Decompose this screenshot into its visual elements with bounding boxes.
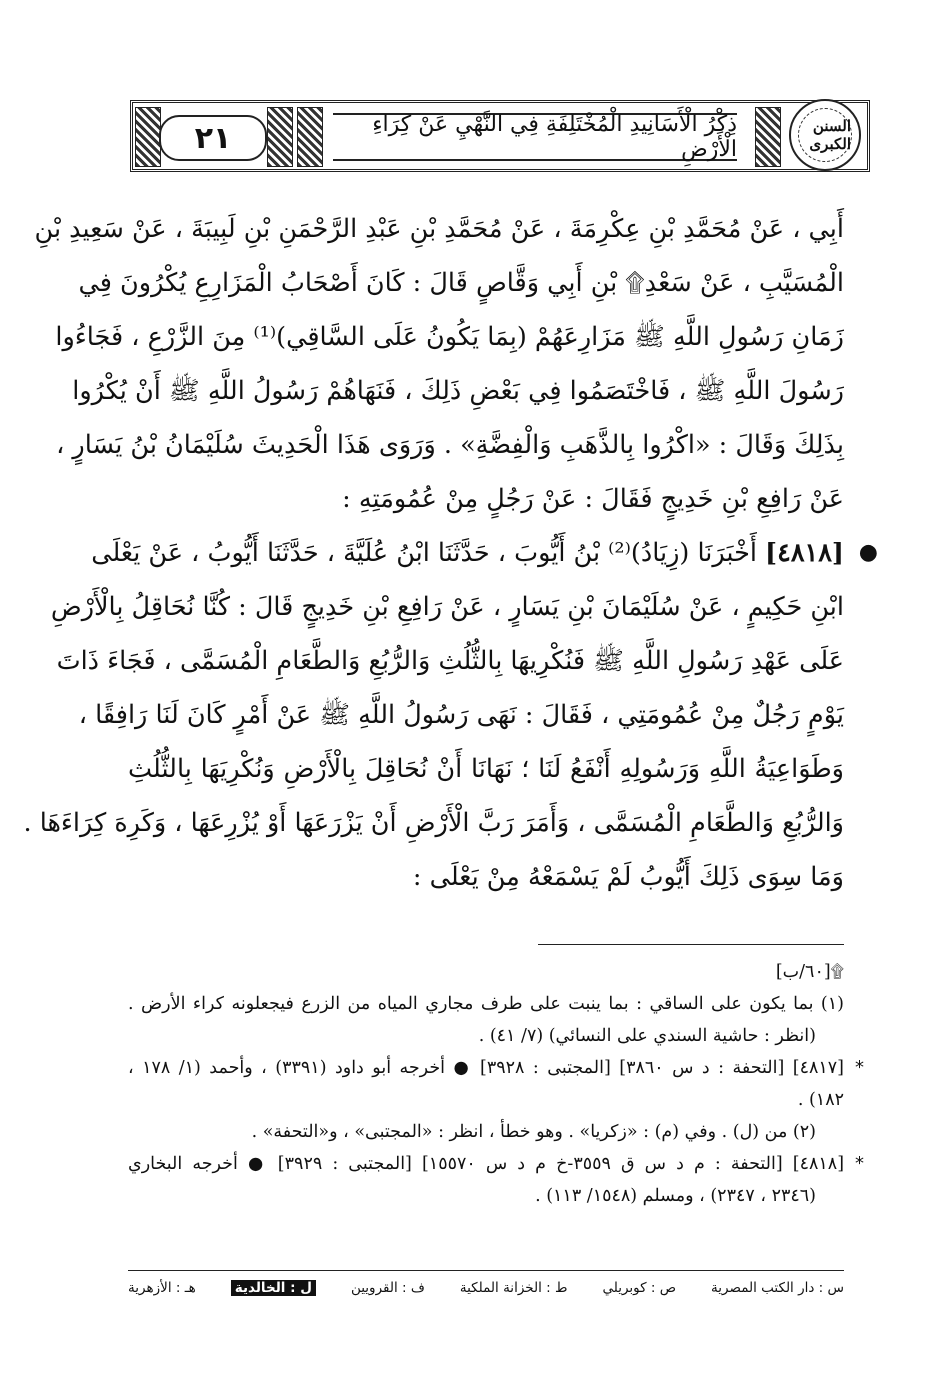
bullet-icon: ● bbox=[858, 540, 878, 565]
legend-item: ص : كوبريلي bbox=[602, 1280, 677, 1296]
legend-item: ط : الخزانة الملكية bbox=[459, 1280, 568, 1296]
page-number: ٢١ bbox=[159, 115, 267, 161]
text-line: زَمَانِ رَسُولِ اللَّهِ ﷺ مَزَارِعَهُمْ (بِمَا يَكُونُ عَلَى السَّاقِي)⁽¹⁾ مِنَ الزَّرْعِ ، فَجَاءُوا bbox=[55, 322, 844, 352]
right-ornament-icon bbox=[755, 107, 781, 167]
left-inner-ornament-icon-2 bbox=[297, 107, 323, 167]
footnote-2: (٢) من (ل) . وفي (م) : «زكريا» . وهو خطأ ، انظر : «المجتبى» ، و«التحفة» . bbox=[251, 1122, 816, 1142]
book-emblem-text: السنن الكبرى bbox=[798, 108, 852, 162]
footnote-1-cont: (انظر : حاشية السندي على النسائي) (٧/ ٤١) . bbox=[478, 1026, 816, 1046]
book-emblem-icon bbox=[789, 99, 861, 171]
legend-item: ف : القرويين bbox=[350, 1280, 425, 1296]
text-line: أَخْبَرَنَا (زِيَادُ)⁽²⁾ بْنُ أَيُّوبَ ، حَدَّثَنَا ابْنُ عُلَيَّةَ ، حَدَّثَنَا أَيُّوبُ ، عَنْ يَعْلَى bbox=[91, 538, 757, 568]
text-line: وَمَا سِوَى ذَلِكَ أَيُّوبُ لَمْ يَسْمَعْهُ مِنْ يَعْلَى : bbox=[412, 862, 844, 892]
chapter-title: ذِكْرُ الْأَسَانِيدِ الْمُخْتَلِفَةِ فِي النَّهْيِ عَنْ كِرَاءِ الْأَرْضِ bbox=[333, 113, 737, 161]
ref-4817 bbox=[128, 1052, 864, 1084]
left-ornament-icon bbox=[135, 107, 161, 167]
text-line: بِذَلِكَ وَقَالَ : «اكْرُوا بِالذَّهَبِ وَالْفِضَّةِ» . وَرَوَى هَذَا الْحَدِيثَ سُلَيْمَانُ بْنُ يَسَارٍ ، bbox=[56, 430, 844, 460]
text-line: ابْنِ حَكِيمٍ ، عَنْ سُلَيْمَانَ بْنِ يَسَارٍ ، عَنْ رَافِعِ بْنِ خَدِيجٍ قَالَ : كُنَّا نُحَاقِلُ بِالْأَرْضِ bbox=[50, 592, 844, 622]
footnotes bbox=[128, 956, 864, 1212]
text-line: أَبِي ، عَنْ مُحَمَّدِ بْنِ عِكْرِمَةَ ، عَنْ مُحَمَّدِ بْنِ عَبْدِ الرَّحْمَنِ بْنِ لَبِيبَةَ ، عَنْ سَعِيدِ بْنِ bbox=[34, 214, 844, 244]
folio-marker: ۩[٦٠/ب] bbox=[775, 962, 844, 982]
ref-4817-cont: ١٨٢) . bbox=[797, 1090, 844, 1110]
manuscript-legend bbox=[128, 1280, 844, 1296]
footnote-divider bbox=[538, 944, 844, 945]
ref-4818 bbox=[128, 1148, 864, 1180]
ref-4817-text: [٤٨١٧] [التحفة : د س ٣٨٦٠] [المجتبى : ٣٩٢٨] ● أخرجه أبو داود (٣٣٩١) ، وأحمد (١/ ١٧٨ ، bbox=[128, 1058, 844, 1078]
text-line: يَوْمٍ رَجُلٌ مِنْ عُمُومَتِي ، فَقَالَ : نَهَى رَسُولُ اللَّهِ ﷺ عَنْ أَمْرٍ كَانَ لَنَا رَافِقًا ، bbox=[78, 700, 844, 730]
legend-divider bbox=[128, 1270, 844, 1271]
main-text bbox=[23, 202, 878, 904]
legend-item-highlight: ل : الخالدية bbox=[231, 1280, 316, 1296]
star-icon: * bbox=[855, 1153, 864, 1174]
text-line: عَنْ رَافِعِ بْنِ خَدِيجٍ فَقَالَ : عَنْ رَجُلٍ مِنْ عُمُومَتِهِ : bbox=[342, 484, 844, 514]
text-line: الْمُسَيَّبِ ، عَنْ سَعْدِ۩ بْنِ أَبِي وَقَّاصٍ قَالَ : كَانَ أَصْحَابُ الْمَزَارِعِ يُكْرُونَ فِي bbox=[78, 268, 844, 298]
text-line: عَلَى عَهْدِ رَسُولِ اللَّهِ ﷺ فَنُكْرِيهَا بِالثُّلُثِ وَالرُّبُعِ وَالطَّعَامِ الْمُسَمَّى ، فَجَاءَ ذَاتَ bbox=[56, 646, 844, 676]
text-line: وَالرُّبُعِ وَالطَّعَامِ الْمُسَمَّى ، وَأَمَرَ رَبَّ الْأَرْضِ أَنْ يَزْرَعَهَا أَوْ يُزْرِعَهَا ، وَكَرِهَ كِرَاءَهَا . bbox=[23, 808, 844, 838]
ref-4818-cont: (٢٣٤٦ ، ٢٣٤٧) ، ومسلم (١٥٤٨/ ١١٣) . bbox=[535, 1186, 816, 1206]
text-line: وَطَوَاعِيَةُ اللَّهِ وَرَسُولِهِ أَنْفَعُ لَنَا ؛ نَهَانَا أَنْ نُحَاقِلَ بِالْأَرْضِ وَنُكْرِيَهَا بِالثُّلُثِ bbox=[128, 754, 844, 784]
text-line: رَسُولَ اللَّهِ ﷺ ، فَاخْتَصَمُوا فِي بَعْضِ ذَلِكَ ، فَنَهَاهُمْ رَسُولُ اللَّهِ ﷺ أَنْ يُكْرُوا bbox=[72, 376, 844, 406]
footnote-1: (١) بما يكون على الساقي : بما ينبت على طرف مجاري المياه من الزرع فيجعلونه كراء الأرض . bbox=[128, 994, 844, 1014]
ref-4818-text: [٤٨١٨] [التحفة : م د س ق ٣٥٥٩-خ م د س ١٥٥٧٠] [المجتبى : ٣٩٢٩] ● أخرجه البخاري bbox=[128, 1154, 845, 1174]
legend-item: س : دار الكتب المصرية bbox=[711, 1280, 844, 1296]
running-header bbox=[130, 100, 870, 172]
left-inner-ornament-icon bbox=[267, 107, 293, 167]
hadith-4818-first-line bbox=[91, 526, 878, 580]
legend-item: هـ : الأزهرية bbox=[128, 1280, 196, 1296]
star-icon: * bbox=[855, 1057, 864, 1078]
hadith-number: [٤٨١٨] bbox=[765, 538, 844, 568]
